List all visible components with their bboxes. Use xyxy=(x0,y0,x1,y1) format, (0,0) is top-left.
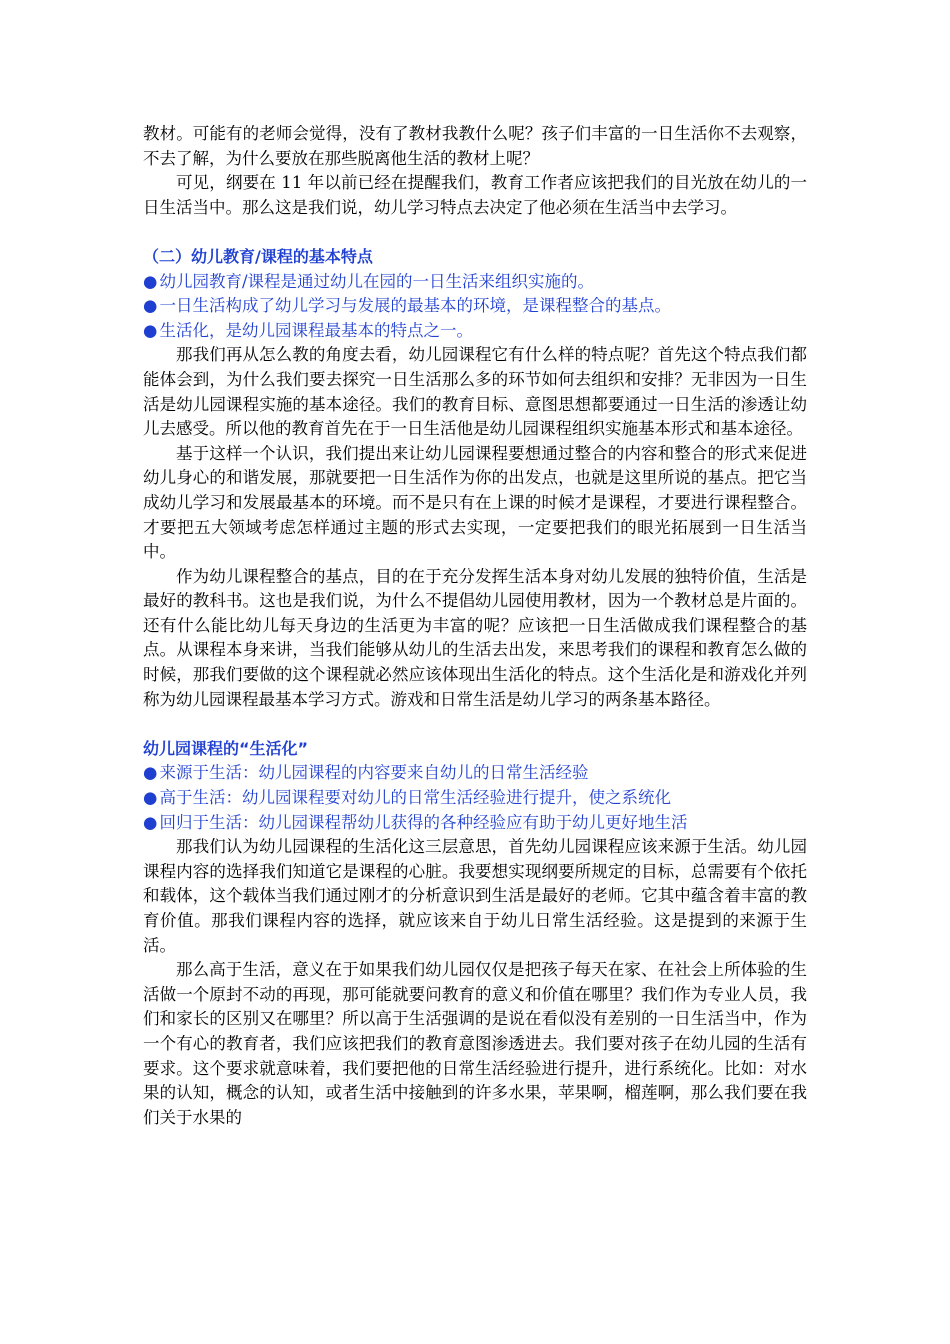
intro-paragraph-1: 教材。可能有的老师会觉得，没有了教材我教什么呢？孩子们丰富的一日生活你不去观察，不去了解，为什么要放在那些脱离他生活的教材上呢？ xyxy=(143,124,807,168)
bullet-text: 来源于生活：幼儿园课程的内容要来自幼儿的日常生活经验 xyxy=(159,763,589,783)
bullet-item xyxy=(143,761,807,786)
bullet-item xyxy=(143,786,807,811)
bullet-text: 一日生活构成了幼儿学习与发展的最基本的环境，是课程整合的基点。 xyxy=(159,296,671,316)
section-heading-characteristics: （二）幼儿教育/课程的基本特点 xyxy=(143,246,373,266)
bullet-dot-icon: ● xyxy=(143,812,158,832)
bullet-item xyxy=(143,270,807,295)
bullet-text: 高于生活：幼儿园课程要对幼儿的日常生活经验进行提升，使之系统化 xyxy=(159,788,671,808)
bullet-dot-icon: ● xyxy=(143,320,158,340)
bullet-dot-icon: ● xyxy=(143,271,158,291)
section-gap xyxy=(143,712,807,737)
body-paragraph: 那我们再从怎么教的角度去看，幼儿园课程它有什么样的特点呢？首先这个特点我们都能体会到，为什么我们要去探究一日生活那么多的环节如何去组织和安排？无非因为一日生活是幼儿园课程实施的基本途径。我们的教育目标、意图思想都要通过一日生活的渗透让幼儿去感受。所以他的教育首先在于一日生活他是幼儿园课程组织实施基本形式和基本途径。 xyxy=(143,345,807,439)
body-paragraph: 那我们认为幼儿园课程的生活化这三层意思，首先幼儿园课程应该来源于生活。幼儿园课程内容的选择我们知道它是课程的心脏。我要想实现纲要所规定的目标，总需要有个依托和载体，这个载体当我们通过刚才的分析意识到生活是最好的老师。它其中蕴含着丰富的教育价值。那我们课程内容的选择，就应该来自于幼儿日常生活经验。这是提到的来源于生活。 xyxy=(143,837,807,955)
bullet-dot-icon: ● xyxy=(143,763,158,783)
body-paragraph: 基于这样一个认识，我们提出来让幼儿园课程要想通过整合的内容和整合的形式来促进幼儿身心的和谐发展，那就要把一日生活作为你的出发点，也就是这里所说的基点。把它当成幼儿学习和发展最基本的环境。而不是只有在上课的时候才是课程，才要进行课程整合。才要把五大领域考虑怎样通过主题的形式去实现，一定要把我们的眼光拓展到一日生活当中。 xyxy=(143,443,807,562)
bullet-text: 生活化，是幼儿园课程最基本的特点之一。 xyxy=(159,320,473,340)
document-page xyxy=(143,122,807,1130)
bullet-dot-icon: ● xyxy=(143,296,158,316)
body-paragraph: 作为幼儿课程整合的基点，目的在于充分发挥生活本身对幼儿发展的独特价值，生活是最好的教科书。这也是我们说，为什么不提倡幼儿园使用教材，因为一个教材总是片面的。还有什么能比幼儿每天身边的生活更为丰富的呢？应该把一日生活做成我们课程整合的基点。从课程本身来讲，当我们能够从幼儿的生活去出发，来思考我们的课程和教育怎么做的时候，那我们要做的这个课程就必然应该体现出生活化的特点。这个生活化是和游戏化并列称为幼儿园课程最基本学习方式。游戏和日常生活是幼儿学习的两条基本路径。 xyxy=(143,566,807,709)
bullet-item xyxy=(143,811,807,836)
bullet-text: 回归于生活：幼儿园课程帮幼儿获得的各种经验应有助于幼儿更好地生活 xyxy=(159,812,688,832)
body-paragraph: 那么高于生活，意义在于如果我们幼儿园仅仅是把孩子每天在家、在社会上所体验的生活做一个原封不动的再现，那可能就要问教育的意义和价值在哪里？我们作为专业人员，我们和家长的区别又在哪里？所以高于生活强调的是说在看似没有差别的一日生活当中，作为一个有心的教育者，我们应该把我们的教育意图渗透进去。我们要对孩子在幼儿园的生活有要求。这个要求就意味着，我们要把他的日常生活经验进行提升，进行系统化。比如：对水果的认知，概念的认知，或者生活中接触到的许多水果，苹果啊，榴莲啊，那么我们要在我们关于水果的 xyxy=(143,960,807,1127)
intro-paragraph-2: 可见，纲要在 11 年以前已经在提醒我们，教育工作者应该把我们的目光放在幼儿的一日生活当中。那么这是我们说，幼儿学习特点去决定了他必须在生活当中去学习。 xyxy=(143,173,807,217)
bullet-item xyxy=(143,319,807,344)
bullet-text: 幼儿园教育/课程是通过幼儿在园的一日生活来组织实施的。 xyxy=(159,271,595,291)
section-heading-lifestyle: 幼儿园课程的“生活化” xyxy=(143,738,309,758)
bullet-item xyxy=(143,294,807,319)
bullet-dot-icon: ● xyxy=(143,788,158,808)
section-gap xyxy=(143,220,807,245)
